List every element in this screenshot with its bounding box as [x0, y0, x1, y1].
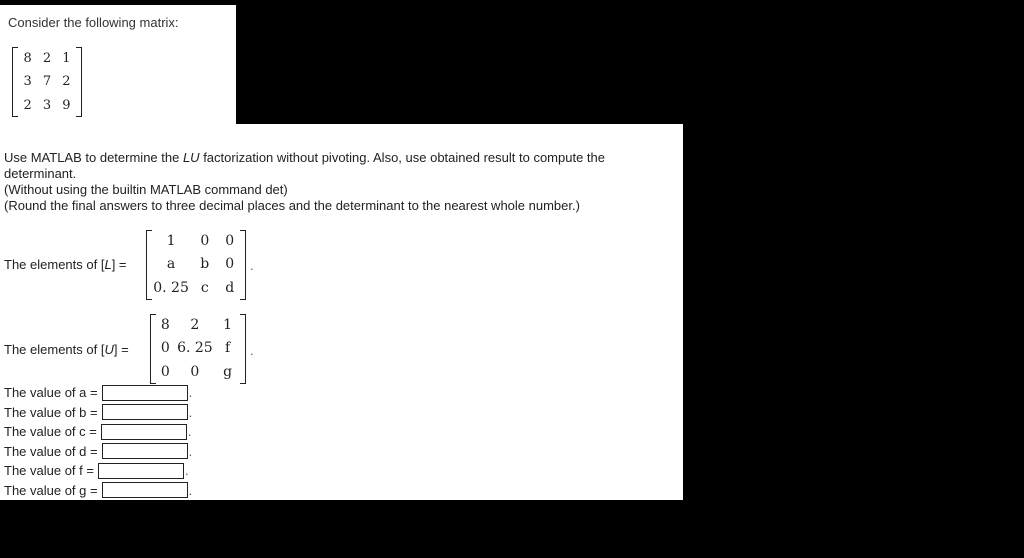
question-panel: [0, 124, 683, 500]
left-bracket: [150, 314, 156, 384]
matrix-cell: 8: [23, 51, 32, 66]
instruction-line-3: (Round the final answers to three decimal places and the determinant to the nearest whole number.): [4, 198, 580, 213]
answer-input-b[interactable]: [102, 404, 188, 420]
answer-label: The value of c =: [4, 424, 97, 440]
matrix-cell: 0: [225, 256, 235, 273]
matrix-cell: 1: [166, 233, 176, 249]
matrix-cell: 9: [62, 97, 71, 113]
answer-input-g[interactable]: [102, 482, 188, 498]
answer-label: The value of d =: [4, 443, 98, 459]
matrix-cell: 6. 25: [177, 340, 213, 357]
matrix-cell: b: [200, 256, 210, 273]
matrix-cell: 2: [62, 74, 71, 90]
matrix-cell: 7: [42, 74, 52, 90]
answer-period: .: [188, 385, 193, 401]
matrix-u: [150, 314, 246, 384]
answer-input-d[interactable]: [102, 443, 188, 459]
matrix-cell: 2: [190, 317, 200, 333]
answer-period: .: [188, 443, 193, 459]
matrix-cell: 0: [190, 363, 200, 380]
matrix-cell: 8: [160, 317, 170, 333]
matrix-cell: 0: [160, 363, 170, 380]
matrix-cell: c: [200, 279, 209, 296]
l-matrix-label: The elements of [L] =: [4, 257, 127, 272]
answer-row-g: [4, 481, 192, 501]
u-matrix-label: The elements of [U] =: [4, 342, 129, 357]
matrix-panel: [0, 5, 236, 130]
left-bracket: [12, 47, 18, 117]
instruction-line-1: Use MATLAB to determine the LU factorization without pivoting. Also, use obtained result to compute the determinant.: [4, 150, 605, 181]
answer-input-a[interactable]: [102, 385, 188, 401]
matrix-cell: 1: [223, 317, 233, 333]
answer-label: The value of f =: [4, 463, 94, 479]
answer-period: .: [188, 404, 193, 420]
answer-input-c[interactable]: [101, 424, 187, 440]
answer-row-f: [4, 461, 192, 481]
matrix-cell: 0: [160, 340, 170, 357]
right-bracket: [240, 230, 246, 300]
matrix-l: [146, 230, 246, 300]
matrix-cell: 0: [200, 233, 210, 249]
answer-period: .: [187, 424, 192, 440]
left-bracket: [146, 230, 152, 300]
intro-text: Consider the following matrix:: [8, 15, 179, 30]
instruction-line-2: (Without using the builtin MATLAB command det): [4, 182, 288, 197]
matrix-cell: 1: [62, 51, 71, 66]
matrix-cell: 0. 25: [153, 279, 189, 296]
right-bracket: [240, 314, 246, 384]
matrix-cell: g: [223, 363, 233, 380]
answer-row-d: [4, 442, 192, 462]
l-matrix-period: .: [250, 258, 254, 273]
matrix-cell: 2: [42, 51, 52, 66]
answer-row-b: [4, 403, 192, 423]
matrix-a: [12, 47, 82, 117]
matrix-cell: 3: [42, 97, 52, 113]
matrix-cell: 2: [23, 97, 32, 113]
matrix-cell: 3: [23, 74, 32, 90]
matrix-cell: a: [166, 256, 176, 273]
matrix-cell: d: [225, 279, 235, 296]
answer-label: The value of g =: [4, 482, 98, 498]
answer-period: .: [184, 463, 189, 479]
u-matrix-period: .: [250, 343, 254, 358]
matrix-cell: f: [224, 340, 231, 357]
answer-row-a: [4, 383, 192, 403]
answer-period: .: [188, 482, 193, 498]
matrix-cell: 0: [225, 233, 235, 249]
right-bracket: [76, 47, 82, 117]
instructions: [4, 150, 674, 214]
answer-row-c: [4, 422, 192, 442]
answer-label: The value of a =: [4, 385, 98, 401]
answer-label: The value of b =: [4, 404, 98, 420]
answer-list: [4, 383, 192, 500]
answer-input-f[interactable]: [98, 463, 184, 479]
